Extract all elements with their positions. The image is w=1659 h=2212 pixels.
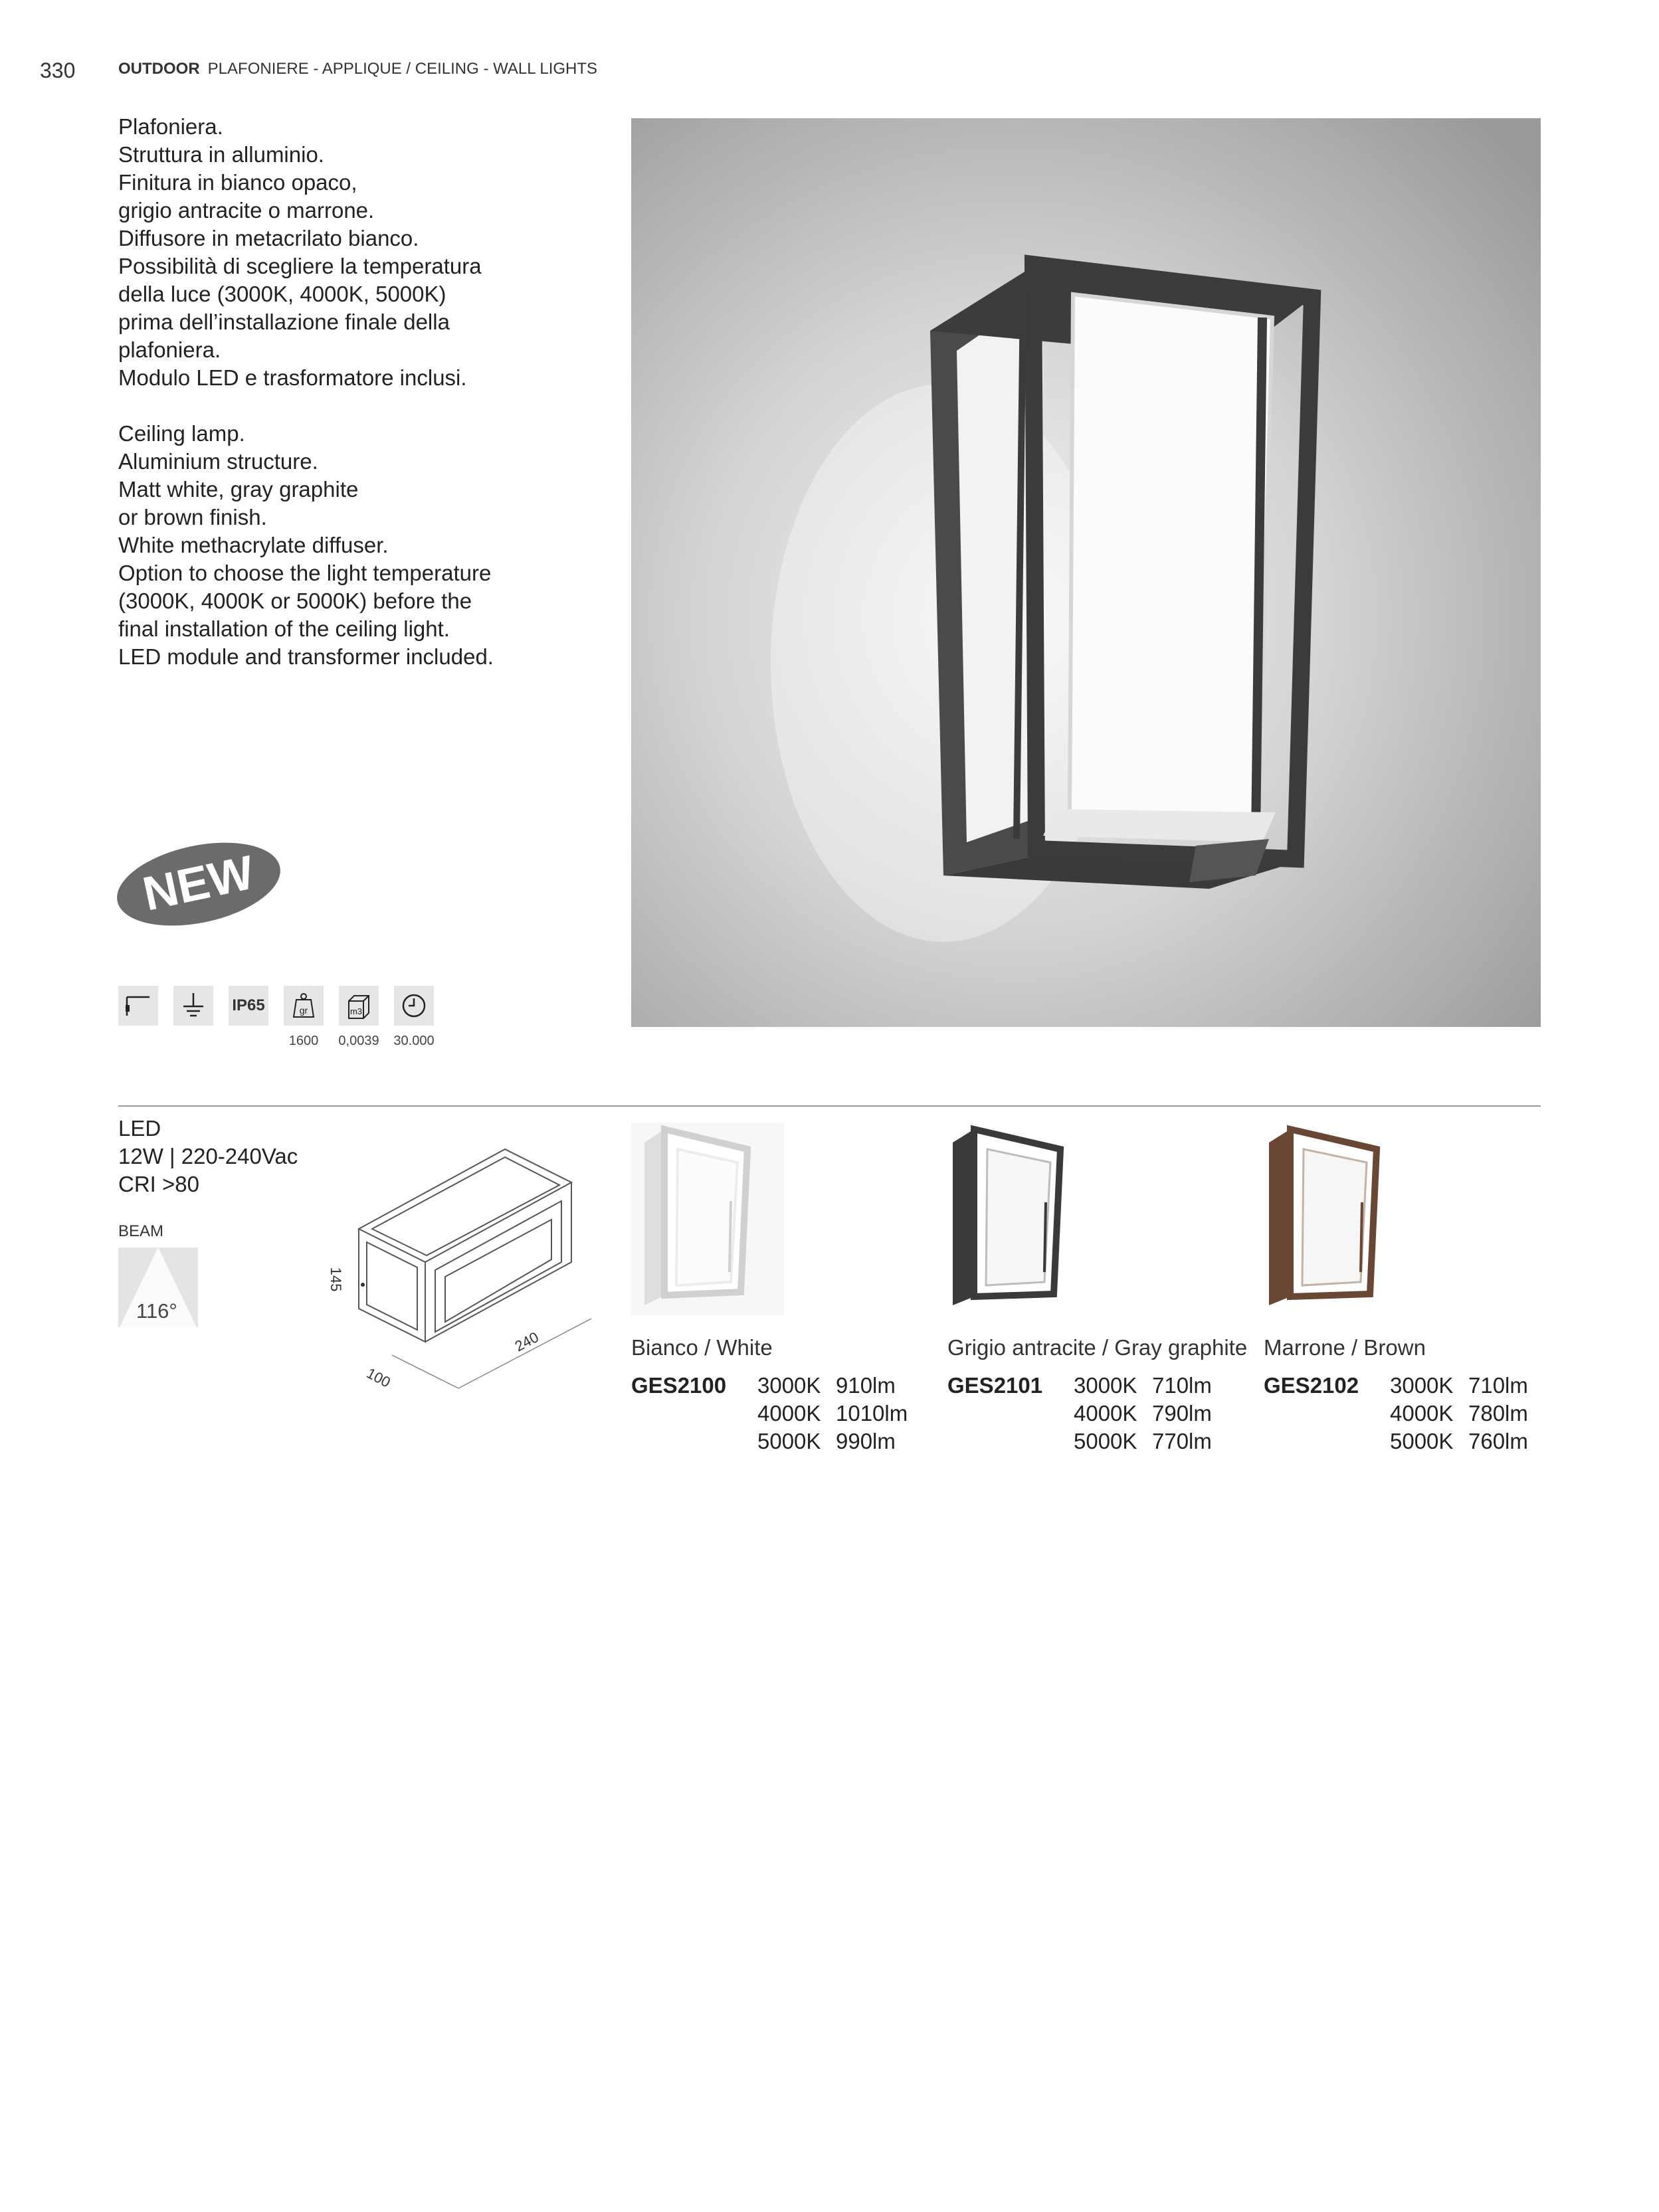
description-line: final installation of the ceiling light.: [118, 616, 450, 641]
variant-code: GES2101: [947, 1373, 1043, 1398]
lifetime-icon: [394, 986, 434, 1026]
variant-brown-image: [1264, 1123, 1416, 1315]
spec-source: LED: [118, 1116, 161, 1141]
color-temperature: 4000K: [757, 1401, 821, 1426]
variant-name: Bianco / White: [631, 1335, 773, 1360]
wall-mount-icon: [118, 986, 158, 1026]
description-line: Matt white, gray graphite: [118, 477, 359, 502]
description-line: della luce (3000K, 4000K, 5000K): [118, 282, 446, 306]
section-title-bold: OUTDOOR: [118, 60, 200, 78]
section-divider: [118, 1105, 1541, 1107]
weight-icon: [284, 986, 324, 1026]
description-line: Option to choose the light temperature: [118, 561, 492, 585]
description-line: Plafoniera.: [118, 114, 223, 139]
dimension-drawing: [319, 1129, 598, 1395]
lifetime-value: 30.000: [393, 1034, 435, 1048]
luminous-flux: 910lm: [836, 1373, 896, 1398]
description-line: Ceiling lamp.: [118, 421, 245, 446]
description-line: prima dell’installazione finale della: [118, 310, 450, 334]
luminous-flux: 710lm: [1152, 1373, 1212, 1398]
svg-text:m3: m3: [349, 1006, 363, 1016]
section-title-rest: PLAFONIERE - APPLIQUE / CEILING - WALL LIGHTS: [207, 60, 598, 78]
description-line: White methacrylate diffuser.: [118, 533, 389, 557]
description-italian: [118, 113, 543, 392]
color-temperature: 4000K: [1390, 1401, 1454, 1426]
description-line: Struttura in alluminio.: [118, 142, 324, 167]
description-line: Modulo LED e trasformatore inclusi.: [118, 365, 467, 390]
beam-angle: 116°: [136, 1299, 177, 1323]
new-badge-text: NEW: [138, 846, 259, 921]
variant-graphite-image: [947, 1123, 1100, 1315]
variant-name: Grigio antracite / Gray graphite: [947, 1335, 1248, 1360]
volume-icon: [339, 986, 379, 1026]
spec-power: 12W | 220-240Vac: [118, 1144, 298, 1168]
color-temperature: 5000K: [1074, 1429, 1137, 1453]
luminous-flux: 790lm: [1152, 1401, 1212, 1426]
luminous-flux: 710lm: [1468, 1373, 1528, 1398]
description-line: (3000K, 4000K or 5000K) before the: [118, 589, 472, 613]
description-line: Possibilità di scegliere la temperatura: [118, 254, 482, 278]
ip-rating-label: IP65: [232, 996, 265, 1014]
page-number: 330: [40, 58, 76, 82]
description-line: or brown finish.: [118, 505, 267, 529]
section-title: [118, 60, 597, 78]
luminous-flux: 780lm: [1468, 1401, 1528, 1426]
description-line: Finitura in bianco opaco,: [118, 170, 357, 195]
luminous-flux: 760lm: [1468, 1429, 1528, 1453]
variant-white-image: [631, 1123, 784, 1315]
spec-cri: CRI >80: [118, 1172, 199, 1196]
ground-icon: [173, 986, 213, 1026]
variant-name: Marrone / Brown: [1264, 1335, 1426, 1360]
color-temperature: 3000K: [757, 1373, 821, 1398]
description-line: LED module and transformer included.: [118, 644, 494, 669]
description-english: [118, 420, 543, 671]
luminous-flux: 770lm: [1152, 1429, 1212, 1453]
dimension-depth: 100: [363, 1364, 393, 1391]
description-line: Diffusore in metacrilato bianco.: [118, 226, 419, 250]
luminous-flux: 990lm: [836, 1429, 896, 1453]
dimension-height: 145: [328, 1267, 344, 1292]
luminous-flux: 1010lm: [836, 1401, 908, 1426]
color-temperature: 5000K: [1390, 1429, 1454, 1453]
ip-rating-icon: [229, 986, 268, 1026]
svg-text:gr: gr: [299, 1005, 308, 1016]
color-temperature: 3000K: [1390, 1373, 1454, 1398]
dimension-width: 240: [512, 1329, 541, 1355]
weight-value: 1600: [288, 1034, 319, 1048]
color-temperature: 5000K: [757, 1429, 821, 1453]
beam-label: BEAM: [118, 1222, 164, 1240]
description-line: grigio antracite o marrone.: [118, 198, 375, 223]
variant-code: GES2102: [1264, 1373, 1359, 1398]
color-temperature: 3000K: [1074, 1373, 1137, 1398]
variant-code: GES2100: [631, 1373, 727, 1398]
color-temperature: 4000K: [1074, 1401, 1137, 1426]
new-badge: [114, 841, 284, 927]
description-line: plafoniera.: [118, 337, 221, 362]
volume-value: 0,0039: [338, 1034, 379, 1048]
description-line: Aluminium structure.: [118, 449, 318, 474]
product-photo: [631, 118, 1541, 1027]
